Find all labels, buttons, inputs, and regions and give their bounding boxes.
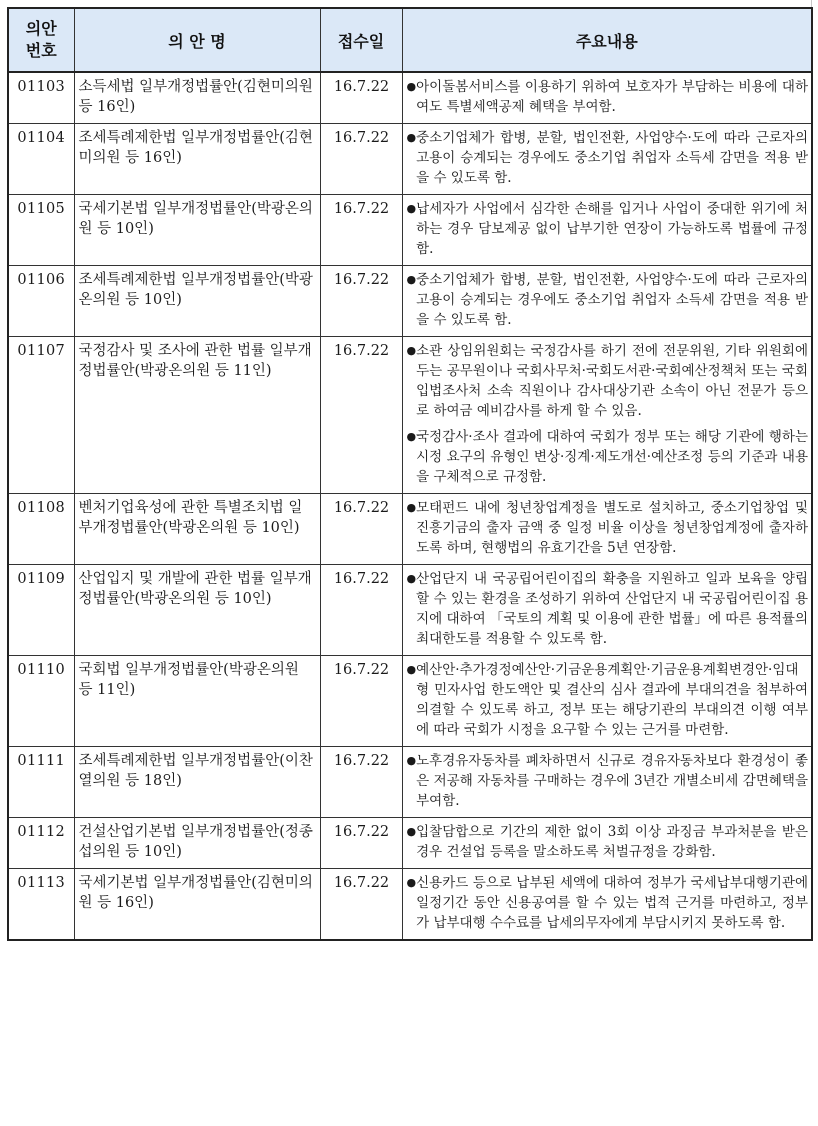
- received-date: 16.7.22: [320, 656, 402, 747]
- content-item-text: 중소기업체가 합병, 분할, 법인전환, 사업양수·도에 따라 근로자의 고용이 승계되는 경우에도 중소기업 취업자 소득세 감면을 적용 받을 수 있도록 함.: [416, 130, 808, 186]
- bullet-icon: ●: [406, 876, 417, 889]
- bill-name: 건설산업기본법 일부개정법률안(정종섭의원 등 10인): [74, 818, 320, 869]
- bill-number: 01107: [8, 337, 74, 494]
- content-item-text: 납세자가 사업에서 심각한 손해를 입거나 사업이 중대한 위기에 처하는 경우 담보제공 없이 납부기한 연장이 가능하도록 법률에 규정함.: [416, 201, 808, 257]
- bill-number: 01113: [8, 869, 74, 941]
- bullet-icon: ●: [406, 202, 417, 215]
- bill-name: 국세기본법 일부개정법률안(박광온의원 등 10인): [74, 195, 320, 266]
- received-date: 16.7.22: [320, 565, 402, 656]
- content-item-text: 모태펀드 내에 청년창업계정을 별도로 설치하고, 중소기업창업 및 진흥기금의 출자 금액 중 일정 비율 이상을 청년창업계정에 출자하도록 하며, 현행법의 유효기간을 5년 연장함.: [416, 500, 808, 556]
- content-item: [407, 660, 809, 740]
- bullet-icon: ●: [406, 131, 417, 144]
- main-content: [402, 266, 812, 337]
- bill-name: 벤처기업육성에 관한 특별조치법 일부개정법률안(박광온의원 등 10인): [74, 494, 320, 565]
- received-date: 16.7.22: [320, 869, 402, 941]
- content-item-text: 입찰담합으로 기간의 제한 없이 3회 이상 과징금 부과처분을 받은 경우 건설업 등록을 말소하도록 처벌규정을 강화함.: [416, 824, 808, 860]
- bill-table: [7, 7, 813, 941]
- main-content: [402, 494, 812, 565]
- header-row: [8, 8, 812, 72]
- content-item-text: 중소기업체가 합병, 분할, 법인전환, 사업양수·도에 따라 근로자의 고용이 승계되는 경우에도 중소기업 취업자 소득세 감면을 적용 받을 수 있도록 함.: [416, 272, 808, 328]
- bill-name: 소득세법 일부개정법률안(김현미의원 등 16인): [74, 72, 320, 124]
- bullet-icon: ●: [406, 80, 417, 93]
- header-bill-number: [8, 8, 74, 72]
- content-item: [407, 128, 809, 188]
- received-date: 16.7.22: [320, 124, 402, 195]
- bill-number: 01110: [8, 656, 74, 747]
- content-item-text: 산업단지 내 국공립어린이집의 확충을 지원하고 일과 보육을 양립할 수 있는 환경을 조성하기 위하여 산업단지 내 국공립어린이집 용지에 대하여 「국토의 계획 및 이용에 관한 법률」에 따른 용적률의 최대한도를 적용할 수 있도록 함.: [416, 571, 808, 647]
- bill-number: 01105: [8, 195, 74, 266]
- bill-name: 산업입지 및 개발에 관한 법률 일부개정법률안(박광온의원 등 10인): [74, 565, 320, 656]
- received-date: 16.7.22: [320, 494, 402, 565]
- header-main-content: 주요내용: [402, 8, 812, 72]
- header-bill-number-line1: 의안: [25, 19, 57, 38]
- bill-number: 01106: [8, 266, 74, 337]
- content-item: [407, 498, 809, 558]
- table-body: [8, 72, 812, 940]
- table-header: [8, 8, 812, 72]
- bullet-icon: ●: [406, 501, 417, 514]
- bullet-icon: ●: [406, 825, 417, 838]
- bill-name: 조세특례제한법 일부개정법률안(이찬열의원 등 18인): [74, 747, 320, 818]
- content-item-text: 예산안·추가경정예산안·기금운용계획안·기금운용계획변경안·임대형 민자사업 한도액안 및 결산의 심사 결과에 부대의견을 첨부하여 의결할 수 있도록 하고, 정부 또는 해당기관의 부대의견 이행 여부에 따라 국회가 시정을 요구할 수 있는 근거를 마련함.: [416, 662, 808, 738]
- received-date: 16.7.22: [320, 337, 402, 494]
- content-item: [407, 341, 809, 421]
- content-item-text: 노후경유자동차를 폐차하면서 신규로 경유자동차보다 환경성이 좋은 저공해 자동차를 구매하는 경우에 3년간 개별소비세 감면혜택을 부여함.: [416, 753, 808, 809]
- bill-number: 01108: [8, 494, 74, 565]
- header-bill-name: 의 안 명: [74, 8, 320, 72]
- table-row: [8, 494, 812, 565]
- content-item: [407, 569, 809, 649]
- main-content: [402, 72, 812, 124]
- bullet-icon: ●: [406, 754, 417, 767]
- header-bill-number-line2: 번호: [25, 41, 57, 60]
- main-content: [402, 818, 812, 869]
- bill-number: 01103: [8, 72, 74, 124]
- table-row: [8, 656, 812, 747]
- received-date: 16.7.22: [320, 818, 402, 869]
- table-row: [8, 266, 812, 337]
- table-row: [8, 869, 812, 941]
- content-item: [407, 873, 809, 933]
- bill-name: 조세특례제한법 일부개정법률안(박광온의원 등 10인): [74, 266, 320, 337]
- main-content: [402, 747, 812, 818]
- received-date: 16.7.22: [320, 195, 402, 266]
- bullet-icon: ●: [406, 273, 417, 286]
- main-content: [402, 565, 812, 656]
- content-item-text: 신용카드 등으로 납부된 세액에 대하여 정부가 국세납부대행기관에 일정기간 동안 신용공여를 할 수 있는 법적 근거를 마련하고, 정부가 납부대행 수수료를 납세의무자에게 부담시키지 못하도록 함.: [416, 875, 808, 931]
- main-content: [402, 337, 812, 494]
- main-content: [402, 124, 812, 195]
- bullet-icon: ●: [406, 572, 417, 585]
- table-row: [8, 747, 812, 818]
- content-item-text: 아이돌봄서비스를 이용하기 위하여 보호자가 부담하는 비용에 대하여도 특별세액공제 혜택을 부여함.: [416, 79, 808, 115]
- content-item: [407, 270, 809, 330]
- main-content: [402, 195, 812, 266]
- table-row: [8, 818, 812, 869]
- content-item: [407, 751, 809, 811]
- content-item: [407, 427, 809, 487]
- table-row: [8, 195, 812, 266]
- content-item: [407, 199, 809, 259]
- table-row: [8, 337, 812, 494]
- table-row: [8, 565, 812, 656]
- bullet-icon: ●: [406, 344, 417, 357]
- received-date: 16.7.22: [320, 72, 402, 124]
- main-content: [402, 656, 812, 747]
- bill-number: 01109: [8, 565, 74, 656]
- header-received-date: 접수일: [320, 8, 402, 72]
- bullet-icon: ●: [406, 430, 417, 443]
- bill-name: 국세기본법 일부개정법률안(김현미의원 등 16인): [74, 869, 320, 941]
- bill-name: 조세특례제한법 일부개정법률안(김현미의원 등 16인): [74, 124, 320, 195]
- table-row: [8, 72, 812, 124]
- bill-number: 01111: [8, 747, 74, 818]
- bill-name: 국정감사 및 조사에 관한 법률 일부개정법률안(박광온의원 등 11인): [74, 337, 320, 494]
- content-item: [407, 822, 809, 862]
- bill-name: 국회법 일부개정법률안(박광온의원 등 11인): [74, 656, 320, 747]
- received-date: 16.7.22: [320, 266, 402, 337]
- bill-number: 01112: [8, 818, 74, 869]
- main-content: [402, 869, 812, 941]
- received-date: 16.7.22: [320, 747, 402, 818]
- content-item-text: 소관 상임위원회는 국정감사를 하기 전에 전문위원, 기타 위원회에 두는 공무원이나 국회사무처·국회도서관·국회예산정책처 또는 국회입법조사처 소속 직원이나 감사대상기관 소속이 아닌 전문가 등으로 하여금 예비감사를 하게 할 수 있음.: [416, 343, 808, 419]
- content-item: [407, 77, 809, 117]
- bullet-icon: ●: [406, 663, 417, 676]
- table-row: [8, 124, 812, 195]
- content-item-text: 국정감사·조사 결과에 대하여 국회가 정부 또는 해당 기관에 행하는 시정 요구의 유형인 변상·징계·제도개선·예산조정 등의 기준과 내용을 구체적으로 규정함.: [416, 429, 808, 485]
- bill-number: 01104: [8, 124, 74, 195]
